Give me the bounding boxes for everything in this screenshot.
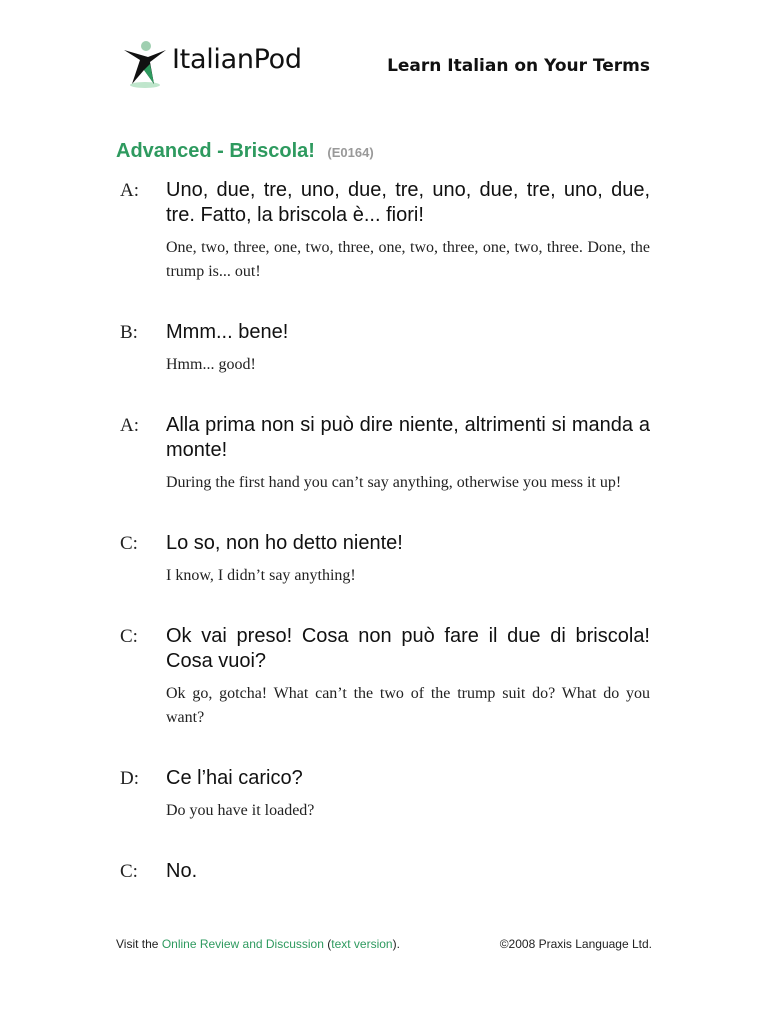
logo-text: ItalianPod [172,44,302,75]
italianpod-logo [122,40,332,92]
turn-lines [166,859,650,884]
dialogue-turn [120,413,650,495]
turn-lines [166,531,650,588]
dialogue-turn [120,859,650,884]
dialogue-turn [120,531,650,588]
italian-line: Mmm... bene! [166,321,289,343]
dialogue [120,178,650,920]
italian-line: Ok vai preso! Cosa non può fare il due di briscola! Cosa vuoi? [166,625,650,672]
speaker-label: B: [120,322,138,343]
italian-line: Ce l’hai carico? [166,767,303,789]
tagline: Learn Italian on Your Terms [387,56,650,76]
turn-lines [166,766,650,823]
italian-line: No. [166,860,198,882]
footer-paren-close: ). [392,937,400,951]
footer [116,937,652,951]
english-translation: During the first hand you can’t say anything, otherwise you mess it up! [166,474,622,491]
lesson-title: Advanced - Briscola! [116,140,315,162]
footer-visit [116,937,400,951]
dialogue-turn [120,178,650,284]
footer-paren-open: ( [323,937,332,951]
turn-lines [166,320,650,377]
english-translation: Do you have it loaded? [166,802,315,819]
dialogue-turn [120,624,650,730]
speaker-label: D: [120,768,139,789]
lesson-header [116,140,374,163]
speaker-label: C: [120,626,138,647]
speaker-label: A: [120,415,139,436]
text-version-link[interactable]: text version [331,937,393,951]
english-translation: Ok go, gotcha! What can’t the two of the trump suit do? What do you want? [166,685,650,726]
dialogue-turn [120,320,650,377]
turn-lines [166,178,650,284]
turn-lines [166,624,650,730]
logo-figure-icon [122,40,168,90]
online-review-link[interactable]: Online Review and Discussion [161,937,324,951]
footer-visit-prefix: Visit the [116,937,162,951]
italian-line: Lo so, non ho detto niente! [166,532,403,554]
speaker-label: A: [120,180,139,201]
english-translation: I know, I didn’t say anything! [166,567,356,584]
english-translation: One, two, three, one, two, three, one, two, three, one, two, three. Done, the trump is... out! [166,239,650,280]
speaker-label: C: [120,533,138,554]
speaker-label: C: [120,861,138,882]
turn-lines [166,413,650,495]
lesson-code: (E0164) [327,145,374,160]
italian-line: Alla prima non si può dire niente, altrimenti si manda a monte! [166,414,650,461]
english-translation: Hmm... good! [166,356,256,373]
dialogue-turn [120,766,650,823]
copyright: ©2008 Praxis Language Ltd. [499,937,652,951]
italian-line: Uno, due, tre, uno, due, tre, uno, due, tre, uno, due, tre. Fatto, la briscola è... fiori! [166,179,650,226]
